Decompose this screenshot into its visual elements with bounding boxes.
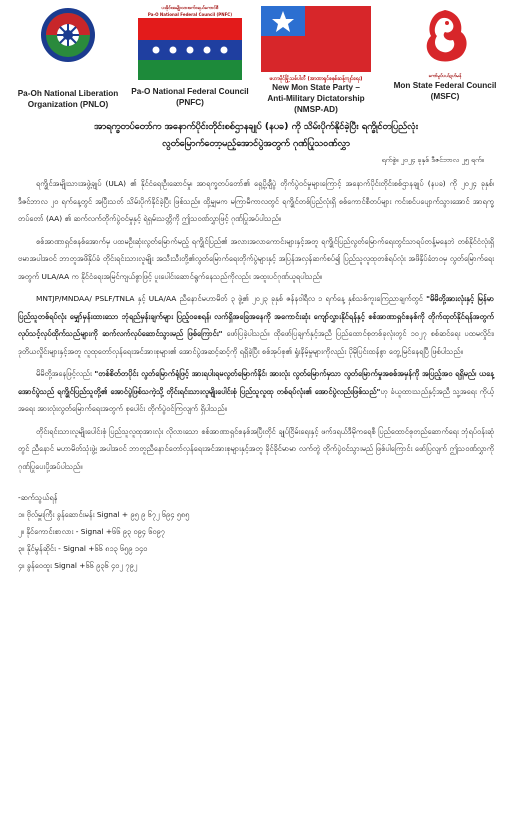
- statement-title-line1: အာရက္ခတပ်တော်က အနောက်ပိုင်းတိုင်းစစ်ဌာနချုပ် (နပခ) ကို သိမ်းပိုက်နိုင်ခဲ့ပြီး ရက္ခိုင်တပြည်လုံး: [93, 121, 419, 132]
- statement-title-line2: လွတ်မြောက်တော့မည့်အောင်ပွဲအတွက် ဂုဏ်ပြုသဝဏ်လွှာ: [162, 138, 350, 149]
- contact-item: ၂။ နိုင်ကောင်းစာလား - Signal +၆၆ ၉၃ ၀၉၄ ၆၀၉၇: [18, 527, 165, 536]
- org-msfc: [382, 6, 508, 102]
- paragraph-1: ရက္ခိုင်အမျိုးသားအဖွဲ့ချုပ် (ULA) ၏ နိုင်ငံရေးဦးဆောင်မှု၊ အာရက္ခတပ်တော်၏ ရှေ့ပို့ချီပွဲ တိုက်ပွဲဝင်မှုများကြောင့် အနောက်ပိုင်းတိုင်းစစ်ဌာနချုပ် (နပခ) ကို ၂၀၂၄ ခုနှစ်၊ ဒီဇင်ဘာလ ၂၀ ရက်နေ့တွင် အပြီးသတ် သိမ်းပိုက်နိုင်ခဲ့ပြီး ဖြစ်သည်။ ထို့မျှမက မကြာမီကာလတွင် ရက္ခိုင်တစ်ပြည်လုံးရှိ စစ်ကောင်စီတပ်များ ကင်းစင်ပပျောက်သွားအောင် အာရက္ခတပ်တော် (AA) ၏ ဆက်လက်တိုက်ပွဲဝင်မှုနှင့် ရဲရှမ်းသတ္တိကို ဤသဝဏ်လွှာဖြင့် ဂုဏ်ပြုအပ်ပါသည်။: [18, 179, 494, 223]
- contact-item: ၃။ နိုင်မွန်ဆိုင်း - Signal +၆၆ ၈၁၃ ၆၅၉ ၁၄၀: [18, 544, 148, 553]
- contact-item: ၄။ ခွန်ဝေထူး Signal +၆၆ ၉၃၆ ၄၀၂ ၇၉၂: [18, 561, 138, 570]
- org-pnfc-name-l1: Pa-O National Federal Council: [131, 87, 249, 96]
- org-pnfc: [130, 6, 250, 108]
- org-pnlo-name-l2: Organization (PNLO): [27, 100, 109, 109]
- paragraph-5: တိုင်းရင်းသားလူမျိုးပေါင်းစုံ ပြည်သူလူထုအားလုံး လိုလားသော စစ်အာဏာရှင်စနစ်အပြီးတိုင် ချုပ်ငြိမ်းရေးနှင့် ဖက်ဒရယ်ဒီမိုကရေစီ ပြည်ထောင်စုတည်ဆောက်ရေး ဘုံရပ်ဝန်းဆုံတွင် ညီနောင် မဟာမိတ်သုံးဖွဲ့၊ အပါအဝင် ဘာတူညီနောင်တော်လှန်ရေးအင်အားစုများနှင့်အတူ ခိုင်ခိုင်မာမာ လက်တွဲ တိုက်ပွဲဝင်သွားမည် ဖြစ်ပါကြောင်း ဖော်ပြလျက် ဤသဝဏ်လွှာကို ဂုဏ်ပြုပေးပို့အပ်ပါသည်။: [18, 426, 494, 471]
- statement-body: [18, 118, 494, 574]
- contact-item: ၁။ ဗိုလ်မှူးကြီး ခွန်ဆောင်းမန်း Signal + ၉၅ ၉ ၆၇၂ ၆၉၄ ၅၈၅: [18, 510, 190, 519]
- pnfc-flag-icon: [138, 18, 242, 80]
- org-msfc-name-l1: Mon State Federal Council: [393, 81, 497, 90]
- org-pnlo: [6, 6, 130, 110]
- statement-date: ရက်စွဲ။ ၂၀၂၄ ခုနှစ် ဒီဇင်ဘာလ ၂၅ ရက်။: [381, 156, 484, 164]
- org-nmsp-name-l1: New Mon State Party –: [272, 83, 360, 92]
- paragraph-2: စစ်အာဏာရှင်စနစ်အောက်မှ ပထမဦးဆုံးလွတ်မြောက်မည့် ရက္ခိုင်ပြည်၏ အလားအလာကောင်းများနှင့်အတူ ရက္ခိုင်ပြည်လွတ်မြောက်ရေးတွင်သာရပ်တန့်မနေဘဲ တစ်နိုင်ငံလုံးရှိ ဗမာအပါအဝင် ဘာတူအဖိနှိပ်ခံ တိုင်းရင်းသားလူမျိုး အသီးသီးတို့၏လွတ်မြောက်ရေးတိုက်ပွဲများနှင့် အပြန်အလှန်ဆက်စပ်၍ ပြည်သူလူထုတစ်ရပ်လုံး အဖိနှိပ်ခံဘဝမှ လွတ်မြောက်ရေးအတွက် ULA/AA က နိုင်ငံရေးအမြင်ကျယ်စွာဖြင့် ပူးပေါင်းဆောင်ရွက်နေသည်ကိုလည်း အထူးပင်ဂုဏ်ယူရပါသည်။: [18, 236, 494, 281]
- contacts-block: [18, 489, 494, 574]
- org-pnfc-subtitle-en: Pa-O National Federal Council (PNFC): [147, 12, 233, 17]
- org-nmsp-name-l3: (NMSP-AD): [294, 105, 338, 114]
- paragraph-4: မိမိတို့အနေဖြင့်လည်း "တစ်စိတ်တပိုင်း လွတ်မြောက်ရုံဖြင့် အားရပါးရမလွတ်မြောက်နိုင်၊ အားလုံး လွတ်မြောက်မှသာ လွတ်မြောက်မှုအစစ်အမှန်ကို အပြည့်အဝ ရရှိမည်၊ ယနေ့အောင်ပွဲသည် ရက္ခိုင်ပြည်သူတို့၏ အောင်ပွဲဖြစ်သကဲ့သို့ တိုင်းရင်းသားလူမျိုးပေါင်းစုံ ပြည်သူလူထု တစ်ရပ်လုံး၏ အောင်ပွဲလည်းဖြစ်သည်"ဟု ခံယူထားသည်နှင့်အညီ သူ့အရေး ကိုယ့်အရေး အားလုံးလွတ်မြောက်ရေးအတွက် စုပေါင်း တိုက်ပွဲဝင်ကြလျက် ရှိပါသည်။: [18, 369, 495, 413]
- contacts-heading: -ဆက်သွယ်ရန်: [18, 493, 58, 502]
- org-pnfc-name-l2: (PNFC): [176, 98, 204, 107]
- org-pnfc-subtitle: ပအိုဝ်းအမျိုးသားဖက်ဒရယ်ကောင်စီ: [161, 6, 219, 11]
- org-nmsp-subtitle: မဟာမိုင်မြို့သစ်ပါတီ (အာဏာရှင်စနစ်ဆန့်ကျင်ရေး): [269, 76, 363, 82]
- hamsa-bird-emblem-icon: [417, 6, 473, 66]
- org-msfc-subtitle: ကော်မူပ်ပယ်ဍဟ်မန်: [428, 74, 462, 79]
- org-nmsp-name-l2: Anti-Military Dictatorship: [267, 94, 365, 103]
- nmsp-flag-icon: [261, 6, 371, 72]
- paragraph-3: MNTJP/MNDAA/ PSLF/TNLA နှင့် ULA/AA ညီနောင်မဟာမိတ် ၃ ဖွဲ့၏ ၂၀၂၃ ခုနှစ် ဇန်နဝါရီလ ၁ ရက်နေ့ နှစ်သစ်ကူးကြေညာချက်တွင် "မိမိတို့အားလုံးနှင့် မြန်မာပြည်သူတစ်ရပ်လုံး မျှော်မှန်းထားသော ဘုံရည်မှန်းချက်များ ပြည့်ဝစေရန်၊ လက်ရှိအခြေအနေကို အကောင်းဆုံး ကျော်လွှားနိုင်ရန်နှင့် စစ်အာဏာရှင်စနစ်ကို တိုက်ထုတ်နိုင်ရန်အတွက် လုပ်သင့်လုပ်ထိုက်သည်များကို ဆက်လက်လုပ်ဆောင်သွားမည် ဖြစ်ကြောင်း" ဖော်ပြခဲ့ပါသည်။ ထိုဖော်ပြချက်နှင့်အညီ ပြည်ထောင်စုတစ်ခုလုံးတွင် ၁၀၂၇ စစ်ဆင်ရေး ပထမလှိုင်း၊ ဒုတိယလှိုင်းများနှင့်အတူ လူထုတော်လှန်ရေးအင်အားစုများ၏ အောင်ပွဲအဆင့်ဆင့်ကို ရရှိခဲ့ပြီး စစ်အုပ်စု၏ ရှုံးနိမ့်မှုများကိုလည်း ပိုမိုပြင်းထန်စွာ တွေ့မြင်နေရပြီ ဖြစ်ပါသည်။: [18, 294, 495, 356]
- logo-header: [0, 0, 512, 112]
- org-nmsp-ad: [253, 6, 379, 115]
- org-pnlo-name-l1: Pa-Oh National Liberation: [17, 89, 119, 98]
- pnlo-emblem-icon: [39, 6, 97, 64]
- org-msfc-name-l2: (MSFC): [430, 92, 460, 101]
